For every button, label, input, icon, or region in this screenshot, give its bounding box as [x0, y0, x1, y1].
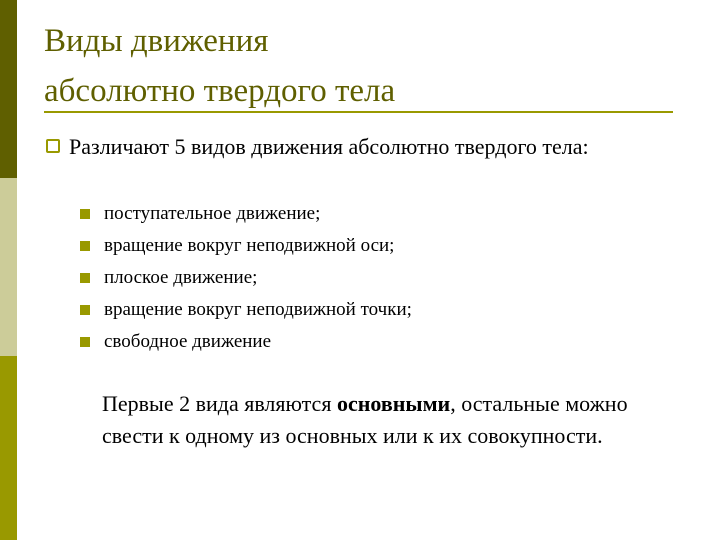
list-item	[75, 262, 412, 294]
square-bullet-icon	[80, 337, 90, 347]
summary-note-end: , остальные можно свести к одному из основных или к их совокупности.	[102, 391, 628, 448]
left-decorative-bar	[0, 0, 17, 540]
slide-title-line-1: Виды движения	[44, 23, 269, 59]
square-bullet-icon	[80, 305, 90, 315]
list-item-text: свободное движение	[104, 331, 272, 352]
list-item	[75, 294, 412, 326]
square-bullet-icon	[80, 209, 90, 219]
summary-note	[102, 388, 692, 452]
sidebar-segment-bottom	[0, 356, 17, 540]
sidebar-segment-top	[0, 0, 17, 178]
list-item-text: поступательное движение;	[104, 203, 321, 224]
motion-types-list	[75, 198, 412, 358]
summary-note-emphasis: основными	[336, 391, 451, 416]
list-item	[75, 230, 412, 262]
slide-title	[44, 16, 694, 116]
title-divider	[44, 111, 673, 113]
square-bullet-icon	[80, 241, 90, 251]
hollow-square-bullet-icon	[46, 139, 60, 153]
square-bullet-icon	[80, 273, 90, 283]
slide-title-line-2: абсолютно твердого тела	[44, 73, 396, 109]
sidebar-segment-middle	[0, 178, 17, 356]
list-item	[75, 326, 412, 358]
list-item	[75, 198, 412, 230]
list-item-text: вращение вокруг неподвижной оси;	[104, 235, 395, 256]
summary-note-start: Первые 2 вида являются	[102, 391, 337, 416]
list-item-text: плоское движение;	[104, 267, 258, 288]
main-point-text: Различают 5 видов движения абсолютно твердого тела:	[69, 134, 589, 159]
list-item-text: вращение вокруг неподвижной точки;	[104, 299, 412, 320]
